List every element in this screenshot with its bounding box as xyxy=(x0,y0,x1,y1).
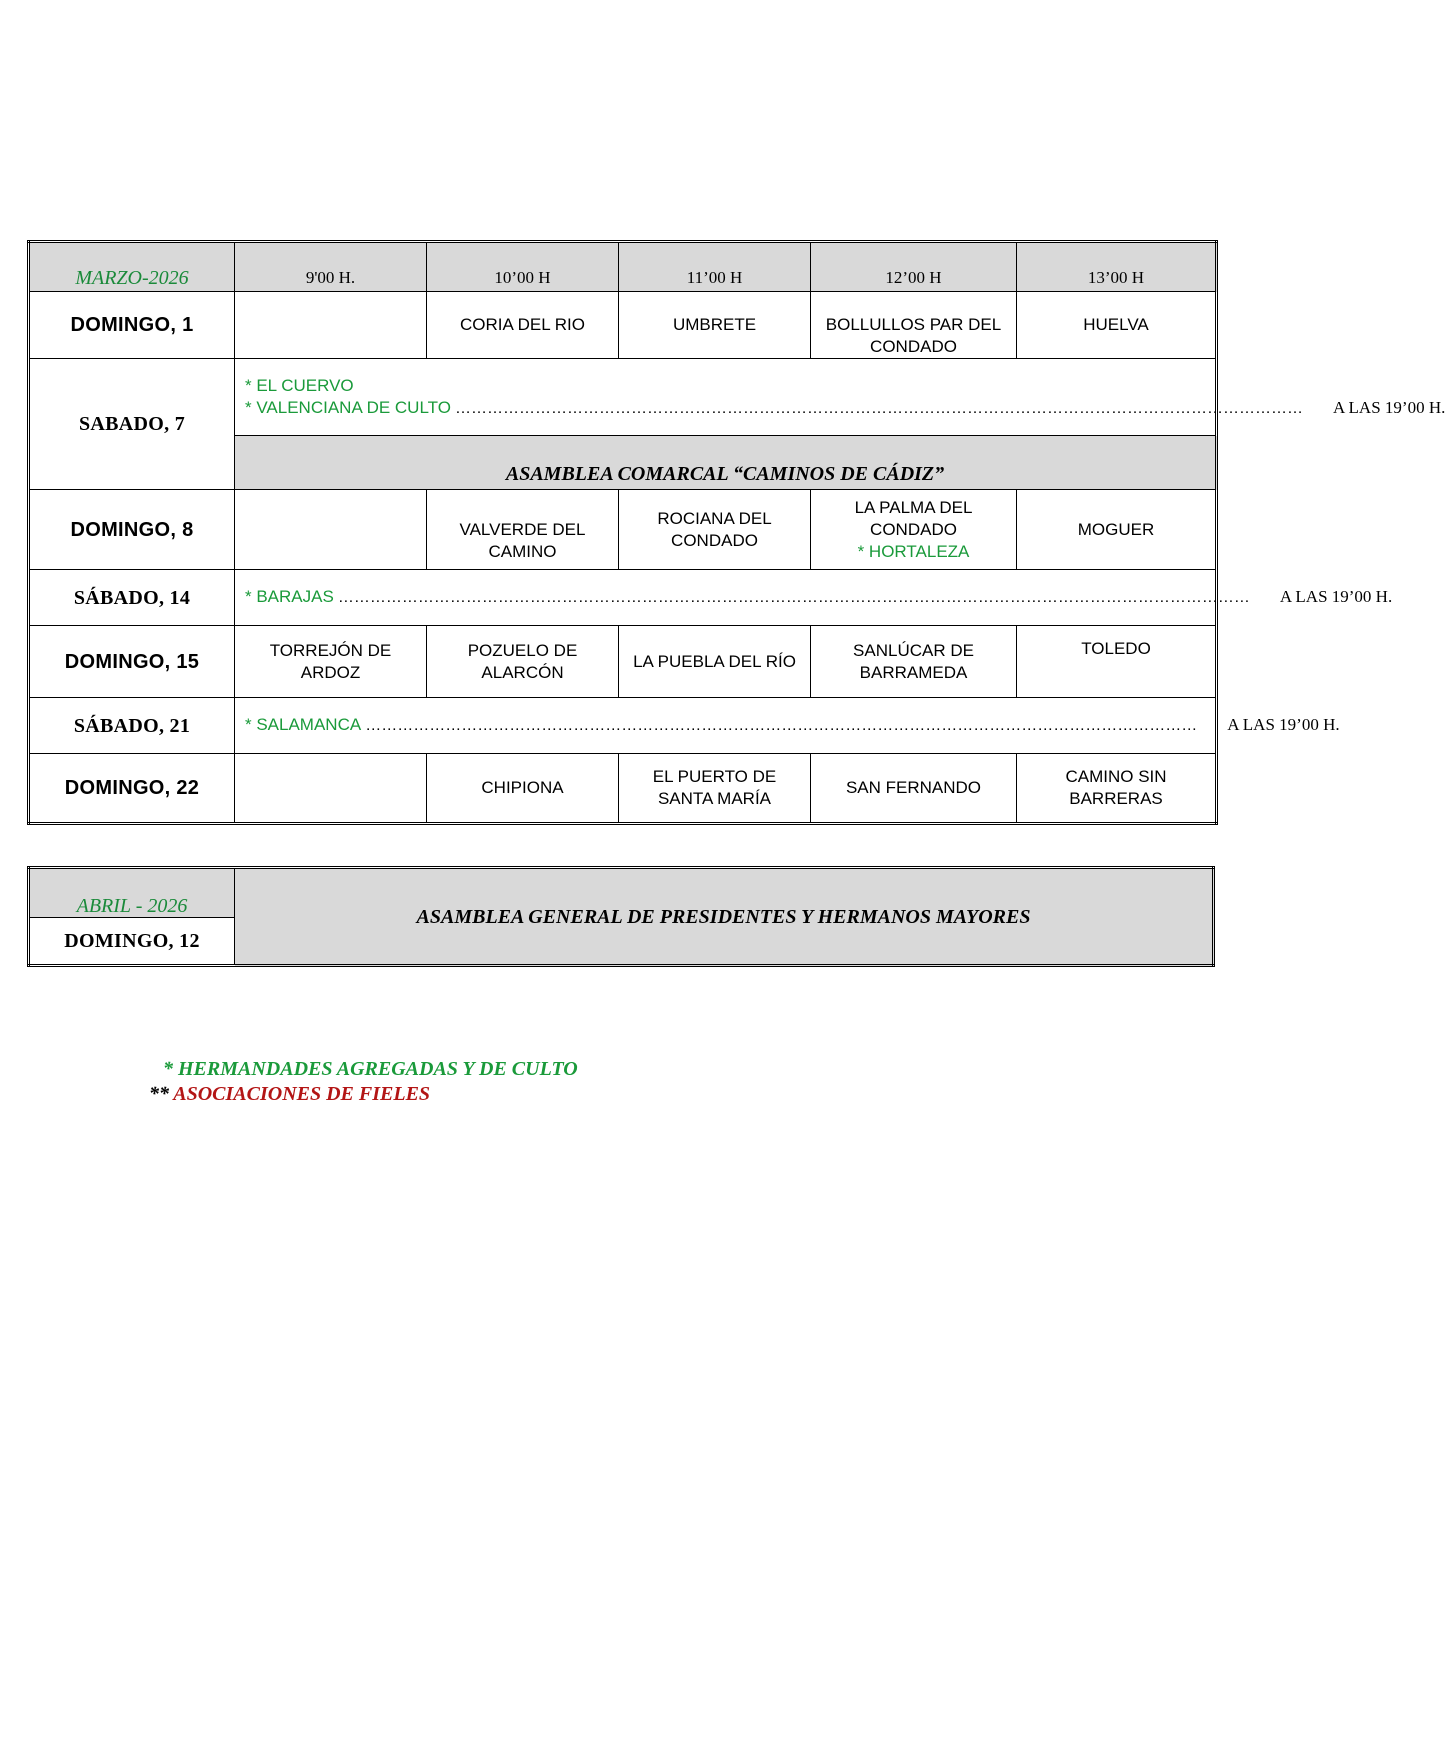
entry-el-cuervo: * EL CUERVO xyxy=(245,375,354,395)
cell-1100: UMBRETE xyxy=(619,292,811,359)
cell-1300: CAMINO SIN BARRERAS xyxy=(1017,754,1217,824)
time-slot-0900: 9'00 H. xyxy=(235,242,427,292)
dot-leader: …………………………………………………………………………………………………………………………………………… xyxy=(454,399,1303,417)
cell-1200-main: LA PALMA DEL CONDADO xyxy=(854,497,973,539)
row-sabado-14 xyxy=(29,570,1217,626)
cell-0900 xyxy=(235,490,427,570)
cell-1200 xyxy=(811,490,1017,570)
time-slot-1100: 11’00 H xyxy=(619,242,811,292)
row-domingo-1 xyxy=(29,292,1217,359)
cell-1300: TOLEDO xyxy=(1017,626,1217,698)
dot-leader: ……………………………………………………………………………………………………………………………………………………… xyxy=(337,589,1250,606)
day-label: DOMINGO, 1 xyxy=(29,292,235,359)
cell-1300: MOGUER xyxy=(1017,490,1217,570)
saturday-entries xyxy=(235,698,1340,754)
cell-1200: SANLÚCAR DE BARRAMEDA xyxy=(811,626,1017,698)
cell-1100: ROCIANA DEL CONDADO xyxy=(619,490,811,570)
cell-1300: HUELVA xyxy=(1017,292,1217,359)
month-label: ABRIL - 2026 xyxy=(29,868,235,918)
row-sabado-7 xyxy=(29,359,1217,436)
day-label: SABADO, 7 xyxy=(29,359,235,490)
row-sabado-21 xyxy=(29,698,1217,754)
header-row xyxy=(29,242,1217,292)
day-label: SÁBADO, 14 xyxy=(29,570,235,626)
day-label: DOMINGO, 12 xyxy=(29,918,235,966)
asamblea-comarcal-banner: ASAMBLEA COMARCAL “CAMINOS DE CÁDIZ” xyxy=(235,436,1217,490)
cell-1000: CORIA DEL RIO xyxy=(427,292,619,359)
time-slot-1300: 13’00 H xyxy=(1017,242,1217,292)
cell-1000: CHIPIONA xyxy=(427,754,619,824)
row-domingo-22 xyxy=(29,754,1217,824)
time-slot-1200: 12’00 H xyxy=(811,242,1017,292)
time-label: A LAS 19’00 H. xyxy=(1227,715,1340,734)
legend-hermandades: * HERMANDADES AGREGADAS Y DE CULTO xyxy=(163,1058,578,1080)
day-label: DOMINGO, 8 xyxy=(29,490,235,570)
april-month-row xyxy=(29,868,1214,918)
legend-asociaciones xyxy=(149,1083,430,1106)
asamblea-general-banner: ASAMBLEA GENERAL DE PRESIDENTES Y HERMANOS MAYORES xyxy=(235,868,1214,966)
entry-hortaleza: * HORTALEZA xyxy=(857,541,970,561)
day-label: DOMINGO, 15 xyxy=(29,626,235,698)
cell-1000: POZUELO DE ALARCÓN xyxy=(427,626,619,698)
legend-marker: ** xyxy=(149,1083,169,1105)
cell-1000: VALVERDE DEL CAMINO xyxy=(427,490,619,570)
cell-1100: EL PUERTO DE SANTA MARÍA xyxy=(619,754,811,824)
saturday-entries xyxy=(235,359,1445,436)
april-schedule-table xyxy=(27,866,1215,967)
time-slot-1000: 10’00 H xyxy=(427,242,619,292)
saturday-entries xyxy=(235,570,1393,626)
row-domingo-8 xyxy=(29,490,1217,570)
day-label: DOMINGO, 22 xyxy=(29,754,235,824)
cell-1100: LA PUEBLA DEL RÍO xyxy=(619,626,811,698)
cell-0900 xyxy=(235,754,427,824)
time-label: A LAS 19’00 H. xyxy=(1332,397,1445,417)
cell-1200: BOLLULLOS PAR DEL CONDADO xyxy=(811,292,1017,359)
cell-0900 xyxy=(235,292,427,359)
cell-1200: SAN FERNANDO xyxy=(811,754,1017,824)
row-domingo-15 xyxy=(29,626,1217,698)
entry-valenciana: * VALENCIANA DE CULTO xyxy=(245,397,451,417)
entry-salamanca: * SALAMANCA xyxy=(245,715,362,734)
cell-0900: TORREJÓN DE ARDOZ xyxy=(235,626,427,698)
entry-barajas: * BARAJAS xyxy=(245,587,334,606)
legend-asociaciones-text: ASOCIACIONES DE FIELES xyxy=(173,1083,431,1105)
dot-leader: ………………………………………………………………………………………………………………………………………… xyxy=(365,717,1198,734)
time-label: A LAS 19’00 H. xyxy=(1279,587,1393,606)
march-schedule-table xyxy=(27,240,1445,825)
day-label: SÁBADO, 21 xyxy=(29,698,235,754)
month-label: MARZO-2026 xyxy=(29,242,235,292)
